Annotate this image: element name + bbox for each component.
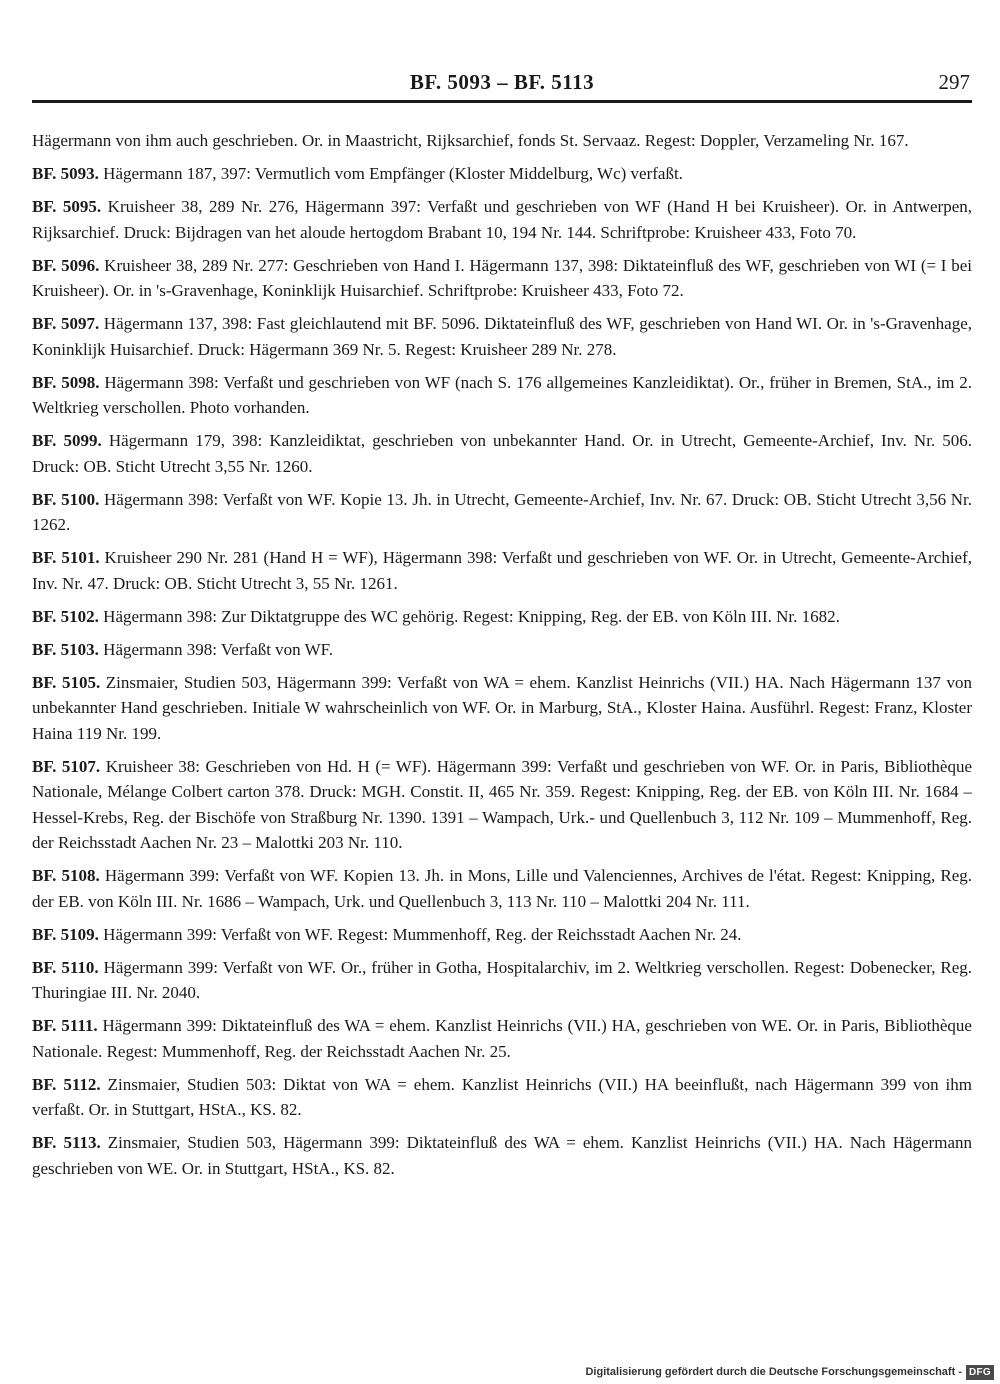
entry-bf-5096 — [32, 253, 972, 304]
entry-bf-5097 — [32, 311, 972, 362]
entry-text: Hägermann 399: Verfaßt von WF. Or., früher in Gotha, Hospitalarchiv, im 2. Weltkrieg verschollen. Regest: Dobenecker, Reg. Thuringiae III. Nr. 2040. — [32, 957, 972, 1002]
entry-bf-5103 — [32, 637, 972, 663]
entry-text: Hägermann 399: Verfaßt von WF. Kopien 13. Jh. in Mons, Lille und Valenciennes, Archives de l'état. Regest: Knipping, Reg. der EB. von Köln III. Nr. 1686 – Wampach, Urk. und Quellenbuch 3, 113 Nr. 110 – Malottki 204 Nr. 111. — [32, 866, 972, 911]
entry-text: Kruisheer 38: Geschrieben von Hd. H (= WF). Hägermann 399: Verfaßt und geschrieben von WF. Or. in Paris, Bibliothèque Nationale, Mélange Colbert carton 378. Druck: MGH. Constit. II, 465 Nr. 359. Regest: Knipping, Reg. der EB. von Köln III. Nr. 1684 – Hessel-Krebs, Reg. der Bischöfe von Straßburg Nr. 1390. 1391 – Wampach, Urk.- und Quellenbuch 3, 112 Nr. 109 – Mummenhoff, Reg. der Reichsstadt Aachen Nr. 23 – Malottki 203 Nr. 110. — [32, 756, 972, 852]
entry-id: BF. 5098. — [32, 372, 100, 392]
entry-bf-5100 — [32, 487, 972, 538]
entry-id: BF. 5108. — [32, 866, 100, 885]
dfg-logo-icon: DFG — [966, 1365, 994, 1380]
entry-id: BF. 5103. — [32, 639, 99, 659]
entry-text: Hägermann 399: Diktateinfluß des WA = ehem. Kanzlist Heinrichs (VII.) HA, geschrieben von WE. Or. in Paris, Bibliothèque Nationale. Regest: Mummenhoff, Reg. der Reichsstadt Aachen Nr. 25. — [32, 1016, 972, 1061]
entry-text: Kruisheer 290 Nr. 281 (Hand H = WF), Hägermann 398: Verfaßt und geschrieben von WF. Or. in Utrecht, Gemeente-Archief, Inv. Nr. 47. Druck: OB. Sticht Utrecht 3, 55 Nr. 1261. — [32, 548, 972, 593]
entry-bf-5110 — [32, 955, 972, 1006]
entry-text: Zinsmaier, Studien 503: Diktat von WA = ehem. Kanzlist Heinrichs (VII.) HA beeinflußt, nach Hägermann 399 von ihm verfaßt. Or. in Stuttgart, HStA., KS. 82. — [32, 1074, 972, 1119]
entry-bf-5108 — [32, 863, 972, 914]
entry-id: BF. 5099. — [32, 431, 102, 450]
entry-text: Zinsmaier, Studien 503, Hägermann 399: Verfaßt von WA = ehem. Kanzlist Heinrichs (VII.) HA. Nach Hägermann 137 von unbekannter Hand geschrieben. Initiale W wahrscheinlich von WF. Or. in Marburg, StA., Kloster Haina. Ausführl. Regest: Franz, Kloster Haina 119 Nr. 199. — [32, 672, 972, 743]
entry-id: BF. 5093. — [32, 164, 99, 183]
entry-id: BF. 5112. — [32, 1074, 101, 1094]
entry-id: BF. 5096. — [32, 255, 100, 275]
entry-bf-5095 — [32, 194, 972, 245]
entry-id: BF. 5105. — [32, 672, 101, 692]
entry-bf-5112 — [32, 1072, 972, 1123]
digitization-footer — [585, 1364, 994, 1380]
entry-id: BF. 5102. — [32, 606, 99, 626]
entry-list — [32, 128, 972, 1189]
footer-credit-text: Digitalisierung gefördert durch die Deutsche Forschungsgemeinschaft - — [585, 1366, 962, 1378]
entry-text: Hägermann 398: Verfaßt und geschrieben von WF (nach S. 176 allgemeines Kanzleidiktat). Or., früher in Bremen, StA., im 2. Weltkrieg verschollen. Photo vorhanden. — [32, 372, 973, 417]
page-header — [32, 66, 972, 103]
entry-bf-5111 — [32, 1013, 972, 1064]
entry-text: Hägermann 137, 398: Fast gleichlautend mit BF. 5096. Diktateinfluß des WF, geschrieben von Hand WI. Or. in 's-Gravenhage, Koninklijk Huisarchief. Druck: Hägermann 369 Nr. 5. Regest: Kruisheer 289 Nr. 278. — [32, 314, 972, 359]
entry-text: Hägermann 398: Verfaßt von WF. — [98, 639, 333, 659]
entry-id: BF. 5100. — [32, 489, 100, 509]
entry-text: Hägermann 179, 398: Kanzleidiktat, geschrieben von unbekannter Hand. Or. in Utrecht, Gemeente-Archief, Inv. Nr. 506. Druck: OB. Sticht Utrecht 3,55 Nr. 1260. — [32, 431, 972, 476]
entry-continuation — [32, 128, 972, 154]
entry-bf-5098 — [32, 370, 972, 421]
entry-id: BF. 5110. — [32, 957, 99, 977]
entry-bf-5099 — [32, 428, 972, 479]
running-title: BF. 5093 – BF. 5113 — [409, 70, 595, 94]
entry-id: BF. 5113. — [32, 1133, 101, 1152]
entry-id: BF. 5109. — [32, 924, 99, 944]
page-number: 297 — [938, 70, 970, 94]
entry-text: Hägermann von ihm auch geschrieben. Or. in Maastricht, Rijksarchief, fonds St. Servaaz. Regest: Doppler, Verzameling Nr. 167. — [32, 131, 909, 150]
entry-text: Kruisheer 38, 289 Nr. 276, Hägermann 397: Verfaßt und geschrieben von WF (Hand H bei Kruisheer). Or. in Antwerpen, Rijksarchief. Druck: Bijdragen van het aloude hertogdom Brabant 10, 194 Nr. 144. Schriftprobe: Kruisheer 433, Foto 70. — [32, 197, 972, 242]
entry-id: BF. 5101. — [32, 548, 100, 567]
entry-id: BF. 5095. — [32, 197, 102, 216]
entry-bf-5102 — [32, 604, 972, 630]
entry-text: Hägermann 398: Verfaßt von WF. Kopie 13. Jh. in Utrecht, Gemeente-Archief, Inv. Nr. 67. Druck: OB. Sticht Utrecht 3,56 Nr. 1262. — [32, 489, 972, 534]
entry-text: Zinsmaier, Studien 503, Hägermann 399: Diktateinfluß des WA = ehem. Kanzlist Heinrichs (VII.) HA. Nach Hägermann geschrieben von WE. Or. in Stuttgart, HStA., KS. 82. — [32, 1133, 972, 1178]
entry-bf-5107 — [32, 754, 972, 856]
entry-bf-5113 — [32, 1130, 972, 1181]
entry-bf-5093 — [32, 161, 972, 187]
entry-bf-5105 — [32, 670, 972, 747]
entry-text: Hägermann 398: Zur Diktatgruppe des WC gehörig. Regest: Knipping, Reg. der EB. von Köln III. Nr. 1682. — [98, 606, 840, 626]
entry-id: BF. 5097. — [32, 314, 100, 333]
entry-bf-5101 — [32, 545, 972, 596]
entry-text: Hägermann 399: Verfaßt von WF. Regest: Mummenhoff, Reg. der Reichsstadt Aachen Nr. 24. — [98, 924, 742, 944]
entry-id: BF. 5111. — [32, 1016, 98, 1035]
entry-text: Kruisheer 38, 289 Nr. 277: Geschrieben von Hand I. Hägermann 137, 398: Diktateinfluß des WF, geschrieben von WI (= I bei Kruisheer). Or. in 's-Gravenhage, Koninklijk Huisarchief. Schriftprobe: Kruisheer 433, Foto 72. — [32, 255, 972, 300]
entry-id: BF. 5107. — [32, 756, 101, 776]
entry-text: Hägermann 187, 397: Vermutlich vom Empfänger (Kloster Middelburg, Wc) verfaßt. — [98, 164, 683, 183]
entry-bf-5109 — [32, 922, 972, 948]
